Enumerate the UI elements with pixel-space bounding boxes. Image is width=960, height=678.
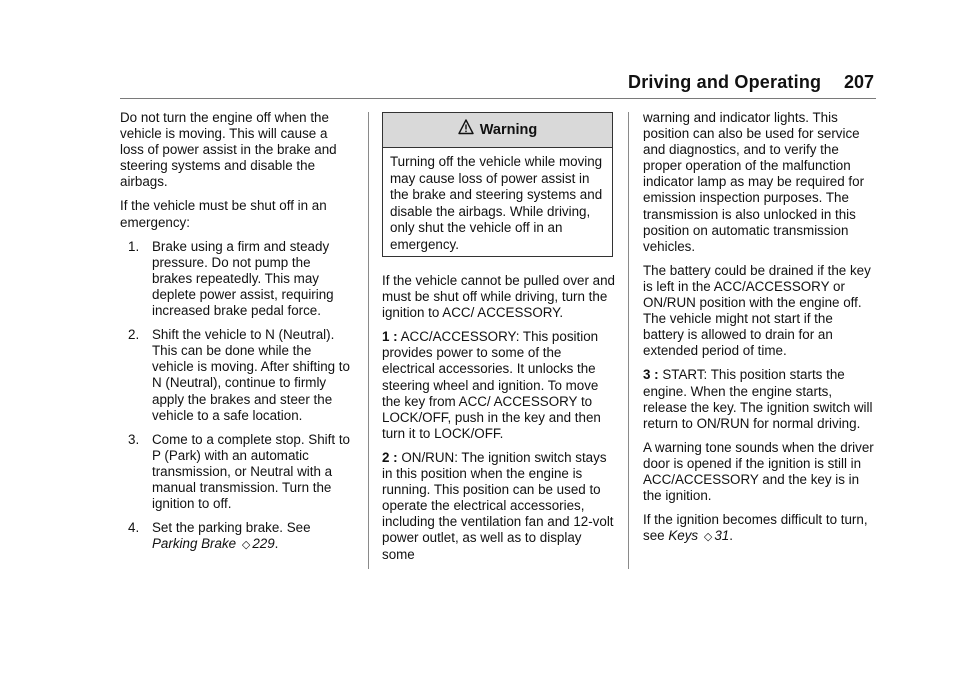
column-1 xyxy=(120,110,352,561)
page-number: 207 xyxy=(843,72,874,92)
emergency-steps-list xyxy=(120,239,352,554)
page-reference-icon: ◇ xyxy=(241,539,251,552)
paragraph xyxy=(643,512,877,545)
position-label: 1 : xyxy=(382,329,398,345)
position-text: START: This position starts the engine. When the engine starts, release the key. The ignition switch will return to ON/RUN for normal driving. xyxy=(643,367,873,431)
column-divider-1 xyxy=(368,112,369,569)
position-label: 2 : xyxy=(382,449,398,465)
warning-box xyxy=(382,112,613,257)
warning-title: Warning xyxy=(479,122,538,138)
paragraph: If the vehicle cannot be pulled over and must be shut off while driving, turn the ignition to ACC/ ACCESSORY. xyxy=(382,273,616,321)
step-number: 4. xyxy=(128,520,140,536)
paragraph: warning and indicator lights. This position can also be used for service and diagnostics, and to verify the proper operation of the malfunction indicator lamp as may be required for emission inspection purposes. The transmission is also unlocked in this position on automatic transmission vehicles. xyxy=(643,110,865,254)
list-item xyxy=(120,520,352,553)
list-item xyxy=(120,432,352,512)
position-label: 3 : xyxy=(643,367,659,383)
step-text: Set the parking brake. See xyxy=(152,520,311,536)
step-number: 2. xyxy=(128,327,140,343)
warning-header xyxy=(383,113,612,148)
column-2 xyxy=(382,273,616,571)
ignition-position-3 xyxy=(643,367,877,431)
punctuation: . xyxy=(274,536,279,552)
column-divider-2 xyxy=(628,112,629,569)
punctuation: . xyxy=(729,528,733,544)
step-text: Brake using a firm and steady pressure. Do not pump the brakes repeatedly. This may deplete power assist, requiring increased brake pedal force. xyxy=(152,238,334,319)
header-rule xyxy=(120,98,876,99)
page-header xyxy=(628,72,874,94)
position-text: ON/RUN: The ignition switch stays in this position when the engine is running. This position can be used to operate the electrical accessories, including the ventilation fan and 12-volt power outlet, as well as to display some xyxy=(382,449,614,562)
paragraph: Do not turn the engine off when the vehicle is moving. This will cause a loss of power assist in the brake and steering systems and disable the airbags. xyxy=(120,110,337,190)
ignition-position-2 xyxy=(382,450,616,563)
xref-page-number[interactable]: 31 xyxy=(714,528,730,544)
page-reference-icon: ◇ xyxy=(703,531,713,544)
warning-triangle-icon xyxy=(458,119,474,139)
step-text: Shift the vehicle to N (Neutral). This can be done while the vehicle is moving. After shifting to N (Neutral), continue to firmly apply the brakes and steer the vehicle to a safe location. xyxy=(152,327,350,423)
section-title: Driving and Operating xyxy=(628,72,822,92)
list-item xyxy=(120,239,352,319)
paragraph-text: If the ignition becomes difficult to turn, see xyxy=(643,512,868,544)
step-text: Come to a complete stop. Shift to P (Park) with an automatic transmission, or Neutral with a manual transmission. Turn the ignition to off. xyxy=(152,431,350,512)
warning-body: Turning off the vehicle while moving may cause loss of power assist in the brake and steering systems and disable the airbags. While driving, only shut the vehicle off in an emergency. xyxy=(390,154,603,252)
position-text: ACC/ACCESSORY: This position provides power to some of the electrical accessories. It unlocks the steering wheel and ignition. To move the key from ACC/ ACCESSORY to LOCK/OFF, push in the key and then turn it to LOCK/OFF. xyxy=(382,329,601,441)
step-number: 1. xyxy=(128,238,140,254)
ignition-position-1 xyxy=(382,329,616,442)
xref-link-keys[interactable]: Keys xyxy=(668,528,699,544)
paragraph: If the vehicle must be shut off in an emergency: xyxy=(120,198,327,230)
xref-page-number[interactable]: 229 xyxy=(252,536,275,552)
paragraph: The battery could be drained if the key is left in the ACC/ACCESSORY or ON/RUN position with the engine off. The vehicle might not start if the battery is allowed to drain for an extended period of time. xyxy=(643,262,871,359)
step-number: 3. xyxy=(128,431,140,447)
xref-link-parking-brake[interactable]: Parking Brake xyxy=(152,536,237,552)
column-3 xyxy=(643,110,877,553)
paragraph: A warning tone sounds when the driver door is opened if the ignition is still in ACC/ACCESSORY and the key is in the ignition. xyxy=(643,439,874,504)
list-item xyxy=(120,327,352,424)
